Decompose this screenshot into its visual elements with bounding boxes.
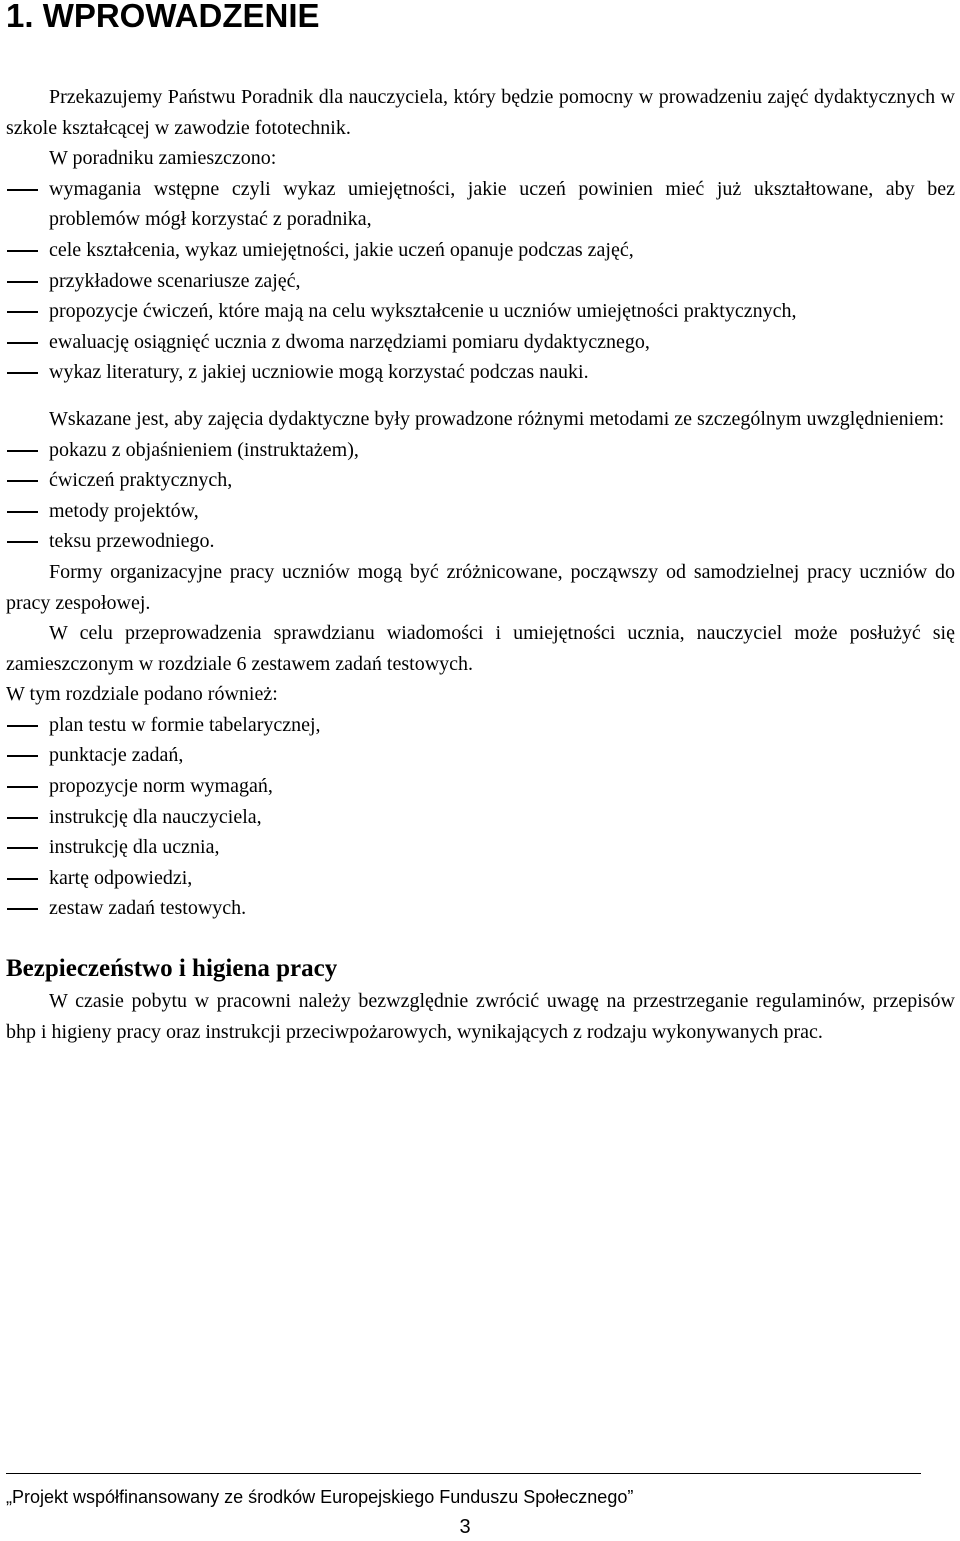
list-item: [6, 863, 955, 894]
list-item-text: wykaz literatury, z jakiej uczniowie mogą korzystać podczas nauki.: [49, 361, 589, 384]
contents-list: [6, 174, 955, 388]
dash-bullet-icon: [7, 480, 38, 482]
dash-bullet-icon: [7, 372, 38, 374]
list-item: [6, 435, 955, 466]
list-item: [6, 893, 955, 924]
dash-bullet-icon: [7, 541, 38, 543]
list-item-text: instrukcję dla ucznia,: [49, 836, 220, 859]
section-title-safety: Bezpieczeństwo i higiena pracy: [6, 955, 338, 983]
methods-intro: Wskazane jest, aby zajęcia dydaktyczne były prowadzone różnymi metodami ze szczególnym uwzględnieniem:: [49, 407, 945, 430]
dash-bullet-icon: [7, 755, 38, 757]
list-item: [6, 526, 955, 557]
list-item-text: propozycje ćwiczeń, które mają na celu wykształcenie u uczniów umiejętności praktycznych,: [49, 300, 797, 323]
dash-bullet-icon: [7, 786, 38, 788]
dash-bullet-icon: [7, 878, 38, 880]
safety-paragraph: W czasie pobytu w pracowni należy bezwzględnie zwrócić uwagę na przestrzeganie regulaminów, przepisów bhp i higieny pracy oraz instrukcji przeciwpożarowych, wynikających z rodzaju wykonywanych prac.: [6, 990, 955, 1043]
footer-project-note: „Projekt współfinansowany ze środków Europejskiego Funduszu Społecznego”: [6, 1487, 634, 1507]
list-item: [6, 710, 955, 741]
list-item: [6, 296, 955, 327]
list-item: [6, 465, 955, 496]
list-item: [6, 235, 955, 266]
methods-list: [6, 435, 955, 557]
dash-bullet-icon: [7, 250, 38, 252]
list-item: [6, 357, 955, 388]
chapter-list: [6, 710, 955, 924]
dash-bullet-icon: [7, 450, 38, 452]
dash-bullet-icon: [7, 189, 38, 191]
intro-paragraph: Przekazujemy Państwu Poradnik dla nauczyciela, który będzie pomocny w prowadzeniu zajęć dydaktycznych w szkole kształcącej w zawodzie fototechnik.: [6, 86, 955, 139]
dash-bullet-icon: [7, 342, 38, 344]
list-item-text: cele kształcenia, wykaz umiejętności, jakie uczeń opanuje podczas zajęć,: [49, 238, 634, 261]
list-item-text: przykładowe scenariusze zajęć,: [49, 269, 301, 292]
chapter-intro: W tym rozdziale podano również:: [6, 683, 278, 706]
contents-intro: W poradniku zamieszczono:: [49, 147, 277, 170]
dash-bullet-icon: [7, 725, 38, 727]
list-item-text: propozycje norm wymagań,: [49, 775, 273, 798]
list-item-text: instrukcję dla nauczyciela,: [49, 805, 262, 828]
list-item-text: kartę odpowiedzi,: [49, 866, 193, 889]
dash-bullet-icon: [7, 311, 38, 313]
test-paragraph: W celu przeprowadzenia sprawdzianu wiadomości i umiejętności ucznia, nauczyciel może posłużyć się zamieszczonym w rozdziale 6 zestawem zadań testowych.: [6, 622, 955, 675]
list-item-text: ewaluację osiągnięć ucznia z dwoma narzędziami pomiaru dydaktycznego,: [49, 330, 650, 353]
content-body: [6, 82, 955, 1047]
list-item: [6, 832, 955, 863]
list-item-text: metody projektów,: [49, 499, 199, 522]
list-item: [6, 802, 955, 833]
list-item-text: zestaw zadań testowych.: [49, 897, 247, 920]
forms-paragraph: Formy organizacyjne pracy uczniów mogą być zróżnicowane, począwszy od samodzielnej pracy uczniów do pracy zespołowej.: [6, 560, 955, 614]
list-item: [6, 266, 955, 297]
list-item-text: pokazu z objaśnieniem (instruktażem),: [49, 438, 359, 461]
dash-bullet-icon: [7, 281, 38, 283]
page-number: 3: [459, 1516, 471, 1538]
dash-bullet-icon: [7, 847, 38, 849]
dash-bullet-icon: [7, 511, 38, 513]
list-item-text: ćwiczeń praktycznych,: [49, 469, 233, 492]
chapter-title: 1. WPROWADZENIE: [6, 0, 320, 34]
dash-bullet-icon: [7, 908, 38, 910]
list-item-text: wymagania wstępne czyli wykaz umiejętności, jakie uczeń powinien mieć już ukształtowane, aby bez problemów mógł korzystać z poradnika,: [49, 177, 955, 231]
list-item: [6, 496, 955, 527]
list-item: [6, 740, 955, 771]
list-item-text: punktacje zadań,: [49, 744, 184, 767]
list-item: [6, 771, 955, 802]
list-item-text: teksu przewodniego.: [49, 530, 215, 553]
list-item: [6, 174, 955, 235]
list-item: [6, 327, 955, 358]
list-item-text: plan testu w formie tabelarycznej,: [49, 713, 321, 736]
footer-divider: [6, 1473, 921, 1474]
dash-bullet-icon: [7, 817, 38, 819]
